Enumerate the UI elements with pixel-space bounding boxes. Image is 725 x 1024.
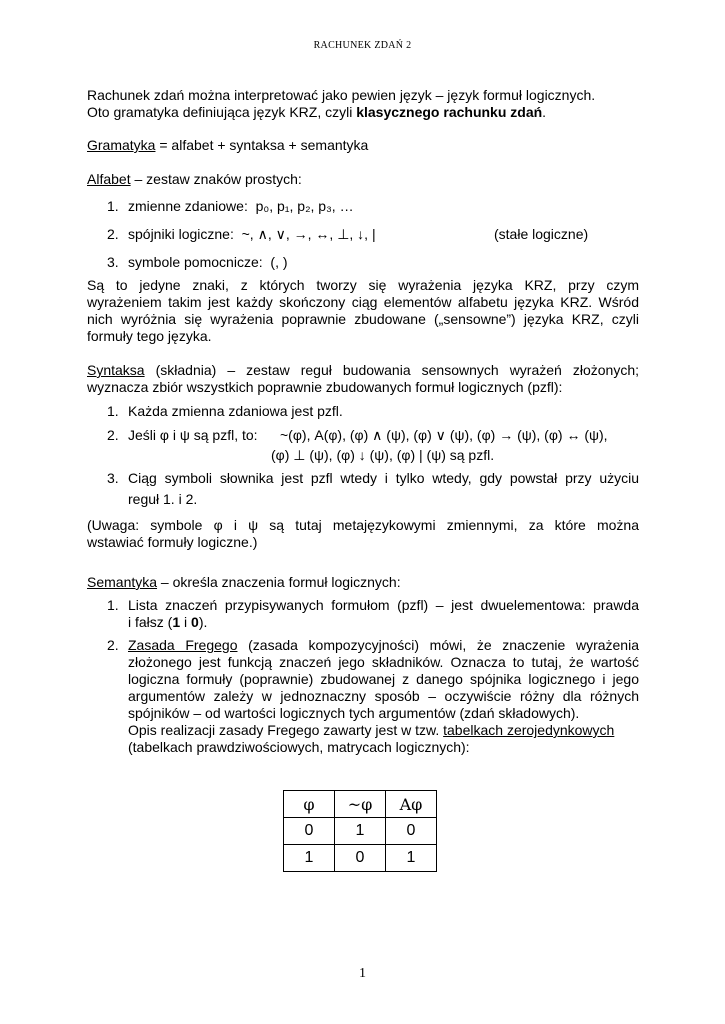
semantics-item-2	[107, 637, 639, 654]
alphabet-item-label: spójniki logiczne:	[128, 226, 234, 242]
list-number: 2.	[107, 226, 119, 242]
alphabet-item-note: (stałe logiczne)	[494, 226, 589, 242]
syntax-item-text: Każda zmienna zdaniowa jest pzfl.	[128, 403, 343, 419]
alphabet-para-line-3: nich wyróżnia się wyrażenia poprawnie zbudowane („sensowne”) języka KRZ, czyli	[87, 311, 639, 327]
list-number: 2.	[107, 427, 119, 443]
table-header-cell: ~φ	[335, 791, 386, 818]
syntax-note-line-2: wstawiać formuły logiczne.)	[87, 534, 258, 550]
truth-table	[283, 790, 437, 872]
semantics-rest: – określa znaczenia formuł logicznych:	[157, 574, 401, 590]
intro-line-2	[87, 104, 639, 121]
table-cell: 1	[386, 845, 437, 872]
semantics-item-2-line-6	[128, 722, 639, 739]
syntax-formula-line-1: ~(φ), A(φ), (φ) ∧ (ψ), (φ) ∨ (ψ), (φ) → (ψ), (φ) ↔ (ψ),	[280, 427, 608, 443]
table-row	[284, 845, 437, 872]
alphabet-item-label: symbole pomocnicze:	[128, 254, 263, 270]
semantics-item-1-pre: i fałsz (	[128, 614, 173, 630]
table-cell: 0	[386, 818, 437, 845]
table-cell: 0	[335, 845, 386, 872]
syntax-item-2-pre: Jeśli φ i ψ są pzfl, to:	[128, 427, 258, 443]
semantics-definition	[87, 574, 639, 591]
semantics-item-2-line-3: logiczna formuły (poprawnie) zbudowanej z danego spójnika logicznego i jego	[128, 671, 639, 687]
list-number: 3.	[107, 470, 119, 486]
alphabet-para-line-1: Są to jedyne znaki, z których tworzy się wyrażenia języka KRZ, przy czym	[87, 277, 639, 293]
table-cell: 1	[284, 845, 335, 872]
intro-line-2-end: .	[542, 104, 547, 120]
zero-one-tables-term: tabelkach zerojedynkowych	[443, 722, 615, 738]
syntax-term: Syntaksa	[87, 362, 145, 378]
alphabet-para-line-4: formuły tego języka.	[87, 328, 212, 344]
syntax-item-3	[107, 470, 639, 487]
syntax-rest: (składnia) – zestaw reguł budowania sensownych wyrażeń złożonych;	[144, 362, 639, 378]
semantics-item-2-line-7: (tabelkach prawdziwościowych, matrycach logicznych):	[128, 739, 470, 755]
alphabet-para-line-2: wyrażeniem takim jest każdy skończony ciąg elementów alfabetu języka KRZ. Wśród	[87, 294, 639, 310]
syntax-formula-line-2: (φ) ⊥ (ψ), (φ) ↓ (ψ), (φ) | (ψ) są pzfl.	[271, 447, 495, 463]
list-number: 2.	[107, 637, 119, 653]
table-header-row	[284, 791, 437, 818]
semantics-item-2-line-4: argumentów zależy w jednoznaczny sposób – oczywiście różny dla różnych	[128, 688, 639, 704]
semantics-item-1	[107, 597, 639, 614]
list-number: 1.	[107, 403, 119, 419]
grammar-term: Gramatyka	[87, 137, 156, 153]
alphabet-item-label: zmienne zdaniowe:	[128, 198, 248, 214]
semantics-item-2-line-2: złożonego jest funkcją znaczeń jego składników. Oznacza to tutaj, że wartość	[128, 654, 639, 670]
semantics-item-1-mid: i	[180, 614, 192, 630]
table-row	[284, 818, 437, 845]
truth-value-one: 1	[172, 614, 181, 630]
semantics-item-2-line-1: (zasada kompozycyjności) mówi, że znaczenie wyrażenia	[237, 637, 639, 653]
page-number: 1	[359, 966, 366, 981]
grammar-rest: = alfabet + syntaksa + semantyka	[155, 137, 369, 153]
alphabet-item-1	[107, 198, 639, 215]
alphabet-item-symbols: p₀, p₁, p₂, p₃, …	[255, 198, 354, 214]
alphabet-item-symbols: (, )	[270, 254, 288, 270]
alphabet-definition	[87, 171, 639, 188]
frege-principle-term: Zasada Fregego	[128, 637, 238, 653]
table-header-cell: φ	[284, 791, 335, 818]
grammar-definition	[87, 137, 639, 154]
running-header: RACHUNEK ZDAŃ 2	[313, 40, 412, 51]
semantics-item-1-line-1: Lista znaczeń przypisywanych formułom (pzfl) – jest dwuelementowa: prawda	[128, 597, 639, 613]
semantics-item-1-line-2	[128, 614, 639, 631]
alphabet-term: Alfabet	[87, 171, 131, 187]
list-number: 3.	[107, 254, 119, 270]
semantics-item-1-post: ).	[198, 614, 208, 630]
semantics-term: Semantyka	[87, 574, 158, 590]
list-number: 1.	[107, 597, 119, 613]
semantics-item-2-line-5: spójników – od wartości logicznych tych argumentów (zdań składowych).	[128, 705, 580, 721]
syntax-item-3-line-1: Ciąg symboli słownika jest pzfl wtedy i tylko wtedy, gdy powstał przy użyciu	[128, 470, 639, 486]
intro-line-2-bold: klasycznego rachunku zdań	[356, 104, 543, 120]
alphabet-rest: – zestaw znaków prostych:	[130, 171, 302, 187]
syntax-item-3-line-2: reguł 1. i 2.	[128, 491, 198, 507]
intro-line-1: Rachunek zdań można interpretować jako pewien język – język formuł logicznych.	[87, 87, 596, 103]
intro-line-2-text: Oto gramatyka definiująca język KRZ, czyli	[87, 104, 357, 120]
truth-value-zero: 0	[191, 614, 199, 630]
syntax-item-2	[107, 427, 639, 444]
syntax-definition	[87, 362, 639, 379]
syntax-note-line-1: (Uwaga: symbole φ i ψ są tutaj metajęzykowymi zmiennymi, za które można	[87, 517, 639, 533]
table-cell: 1	[335, 818, 386, 845]
frege-description: Opis realizacji zasady Fregego zawarty jest w tzw.	[128, 722, 444, 738]
alphabet-item-3	[107, 254, 639, 271]
table-header-cell: Aφ	[386, 791, 437, 818]
syntax-item-1	[107, 403, 639, 420]
alphabet-item-symbols: ~, ∧, ∨, →, ↔, ⊥, ↓, |	[241, 226, 376, 242]
list-number: 1.	[107, 198, 119, 214]
alphabet-item-2	[107, 226, 639, 243]
table-cell: 0	[284, 818, 335, 845]
syntax-line-2: wyznacza zbiór wszystkich poprawnie zbudowanych formuł logicznych (pzfl):	[87, 379, 563, 395]
